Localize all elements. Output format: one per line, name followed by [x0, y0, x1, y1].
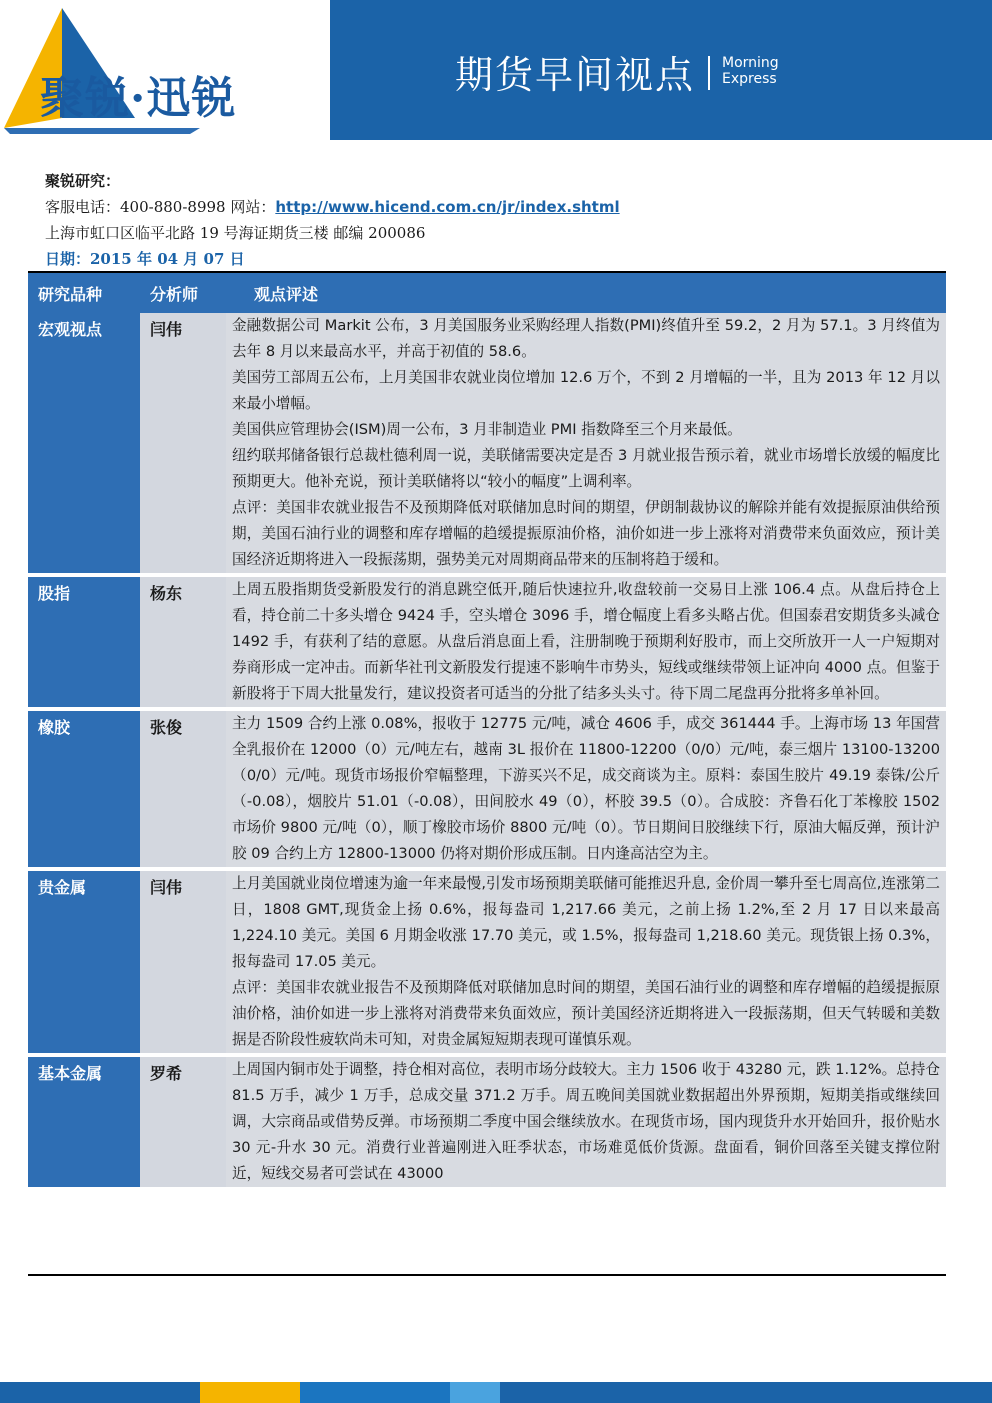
footer-stripe-light-blue — [450, 1382, 500, 1403]
header-analyst: 分析师 — [140, 272, 226, 313]
table-header-row — [28, 272, 946, 313]
paragraph: 点评：美国非农就业报告不及预期降低对联储加息时间的期望，伊朗制裁协议的解除并能有效提振原油供给预期，美国石油行业的调整和库存增幅的趋缓提振原油价格，油价如进一步上涨将对消费带来负面效应，预计美国经济近期将进入一段振荡期，强势美元对周期商品带来的压制将趋于缓和。 — [232, 499, 940, 568]
page-subtitle — [722, 55, 779, 87]
row-commentary — [226, 871, 946, 1053]
footer-stripe-blue — [0, 1382, 200, 1403]
website-link[interactable]: http://www.hicend.com.cn/jr/index.shtml — [275, 198, 620, 216]
title-divider — [708, 56, 710, 90]
footer-stripe-mid-blue — [300, 1382, 450, 1403]
commentary-table — [28, 271, 946, 1187]
table-bottom-rule — [28, 1274, 946, 1276]
row-analyst: 闫伟 — [140, 871, 226, 1053]
paragraph: 美国供应管理协会(ISM)周一公布，3 月非制造业 PMI 指数降至三个月来最低。 — [232, 421, 742, 438]
row-analyst: 杨东 — [140, 577, 226, 707]
row-commentary — [226, 1057, 946, 1187]
row-commentary — [226, 711, 946, 867]
row-category: 股指 — [28, 577, 140, 707]
row-category: 贵金属 — [28, 871, 140, 1053]
page-title: 期货早间视点 — [455, 53, 696, 97]
paragraph: 点评：美国非农就业报告不及预期降低对联储加息时间的期望，美国石油行业的调整和库存增幅的趋缓提振原油价格，油价如进一步上涨将对消费带来负面效应，预计美国经济近期将进入一段振荡期，但天气转暖和美数据是否阶段性疲软尚未可知，对贵金属短短期表现可谨慎乐观。 — [232, 979, 940, 1048]
phone-text: 客服电话：400-880-8998 网站： — [45, 198, 276, 216]
paragraph: 美国劳工部周五公布，上月美国非农就业岗位增加 12.6 万个，不到 2 月增幅的一半，且为 2013 年 12 月以来最小增幅。 — [232, 369, 940, 412]
row-category: 宏观视点 — [28, 313, 140, 573]
row-category: 基本金属 — [28, 1057, 140, 1187]
footer-stripe-yellow — [200, 1382, 300, 1403]
row-analyst: 罗希 — [140, 1057, 226, 1187]
header-category: 研究品种 — [28, 272, 140, 313]
header-commentary: 观点评述 — [226, 272, 946, 313]
row-category: 橡胶 — [28, 711, 140, 867]
row-analyst: 闫伟 — [140, 313, 226, 573]
row-commentary — [226, 313, 946, 573]
table-row — [28, 871, 946, 1053]
table-row — [28, 313, 946, 573]
paragraph: 上月美国就业岗位增速为逾一年来最慢,引发市场预期美联储可能推迟升息, 金价周一攀升至七周高位,连涨第二日，1808 GMT,现货金上扬 0.6%，报每盎司 1,217.66 美元，之前上扬 1.2%,至 2 月 17 日以来最高 1,224.10 美元。美国 6 月期金收涨 17.70 美元，或 1.5%，报每盎司 1,218.60 美元。现货银上扬 0.3%，报每盎司 17.05 美元。 — [232, 875, 940, 970]
table-row — [28, 711, 946, 867]
logo-area — [0, 0, 330, 140]
subtitle-line2: Express — [722, 71, 777, 87]
report-date: 日期：2015 年 04 月 07 日 — [45, 250, 245, 268]
logo-text: 聚锐·迅锐 — [40, 73, 237, 124]
row-analyst: 张俊 — [140, 711, 226, 867]
paragraph: 主力 1509 合约上涨 0.08%，报收于 12775 元/吨，减仓 4606 手，成交 361444 手。上海市场 13 年国营全乳报价在 12000（0）元/吨左右，越南 3L 报价在 11800-12200（0/0）元/吨，泰三烟片 13100-13200（0/0）元/吨。现货市场报价窄幅整理，下游买兴不足，成交商谈为主。原料：泰国生胶片 49.19 泰铢/公斤（-0.08），烟胶片 51.01（-0.08），田间胶水 49（0），杯胶 39.5（0）。合成胶：齐鲁石化丁苯橡胶 1502 市场价 9800 元/吨（0），顺丁橡胶市场价 8800 元/吨（0）。节日期间日胶继续下行，原油大幅反弹，预计沪胶 09 合约上方 12800-13000 仍将对期价形成压制。日内逢高沽空为主。 — [232, 715, 940, 862]
paragraph: 上周国内铜市处于调整，持仓相对高位，表明市场分歧较大。主力 1506 收于 43280 元，跌 1.12%。总持仓 81.5 万手，减少 1 万手，总成交量 371.2 万手。周五晚间美国就业数据超出外界预期，短期美指或继续回调，大宗商品或借势反弹。市场预期二季度中国会继续放水。在现货市场，国内现货升水开始回升，报价贴水 30 元-升水 30 元。消费行业普遍刚进入旺季状态，市场难觅低价货源。盘面看，铜价回落至关键支撑位附近，短线交易者可尝试在 43000 — [232, 1061, 940, 1182]
table-row — [28, 1057, 946, 1187]
org-label: 聚锐研究： — [45, 172, 121, 190]
paragraph: 金融数据公司 Markit 公布，3 月美国服务业采购经理人指数(PMI)终值升至 59.2，2 月为 57.1。3 月终值为去年 8 月以来最高水平，并高于初值的 58.6。 — [232, 317, 940, 360]
footer-stripe-dark-blue — [500, 1382, 992, 1403]
address-line: 上海市虹口区临平北路 19 号海证期货三楼 邮编 200086 — [45, 224, 426, 242]
paragraph: 上周五股指期货受新股发行的消息跳空低开,随后快速拉升,收盘较前一交易日上涨 106.4 点。从盘后持仓上看，持仓前二十多头增仓 9424 手，空头增仓 3096 手，增仓幅度上看多头略占优。但国泰君安期货多头减仓 1492 手，有获利了结的意愿。从盘后消息面上看，注册制晚于预期利好股市，而上交所放开一人一户短期对券商形成一定冲击。而新华社刊文新股发行提速不影响牛市势头，短线或继续带领上证冲向 4000 点。但鉴于新股将于下周大批量发行，建议投资者可适当的分批了结多头头寸。待下周二尾盘再分批将多单补回。 — [232, 581, 940, 702]
row-commentary — [226, 577, 946, 707]
paragraph: 纽约联邦储备银行总裁杜德利周一说，美联储需要决定是否 3 月就业报告预示着，就业市场增长放缓的幅度比预期更大。他补充说，预计美联储将以“较小的幅度”上调利率。 — [232, 447, 940, 490]
table-row — [28, 577, 946, 707]
contact-line — [45, 196, 620, 218]
subtitle-line1: Morning — [722, 55, 779, 71]
